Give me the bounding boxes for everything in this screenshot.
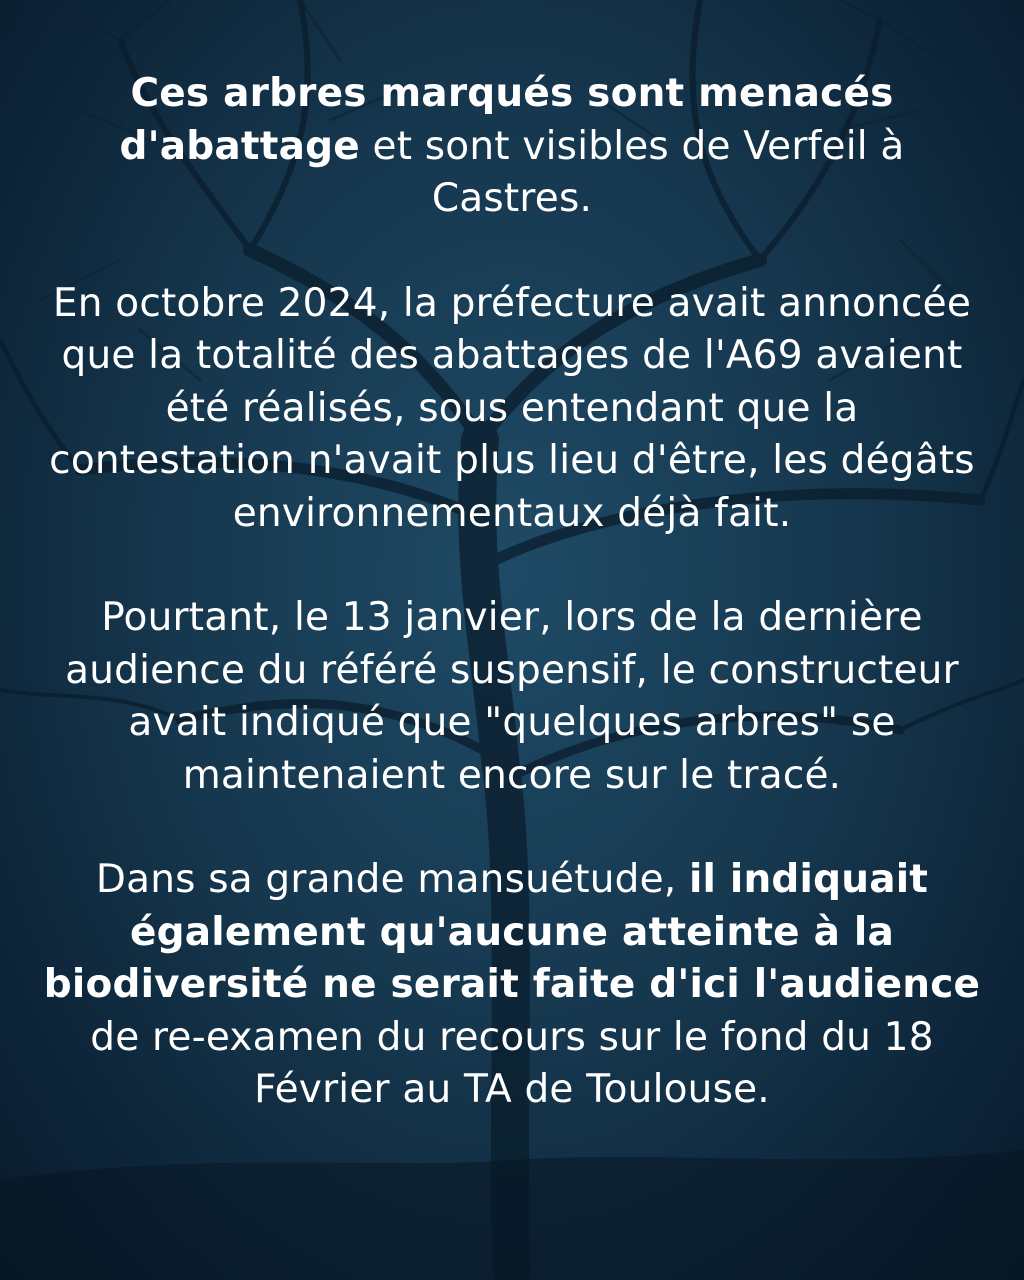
- paragraph-4-regular-tail: de re-examen du recours sur le fond du 18 Février au TA de Toulouse.: [90, 1014, 934, 1112]
- paragraph-4-regular-lead: Dans sa grande mansuétude,: [95, 857, 689, 902]
- paragraph-1-regular: et sont visibles de Verfeil à Castres.: [359, 123, 905, 221]
- paragraph-1: [40, 68, 984, 226]
- text-block: [40, 68, 984, 1117]
- paragraph-2-text: En octobre 2024, la préfecture avait annoncée que la totalité des abattages de l'A69 avaient été réalisés, sous entendant que la contestation n'avait plus lieu d'être, les dégâts environnementaux déjà fait.: [49, 280, 975, 536]
- paragraph-2: [40, 278, 984, 541]
- paragraph-3: [40, 592, 984, 802]
- paragraph-3-text: Pourtant, le 13 janvier, lors de la dernière audience du référé suspensif, le constructeur avait indiqué que "quelques arbres" se maintenaient encore sur le tracé.: [65, 595, 959, 798]
- paragraph-4-bold: il indiquait également qu'aucune atteinte à la biodiversité ne serait faite d'ici l'audience: [43, 857, 981, 1007]
- paragraph-4: [40, 854, 984, 1117]
- paragraph-1-bold: Ces arbres marqués sont menacés d'abattage: [119, 71, 894, 169]
